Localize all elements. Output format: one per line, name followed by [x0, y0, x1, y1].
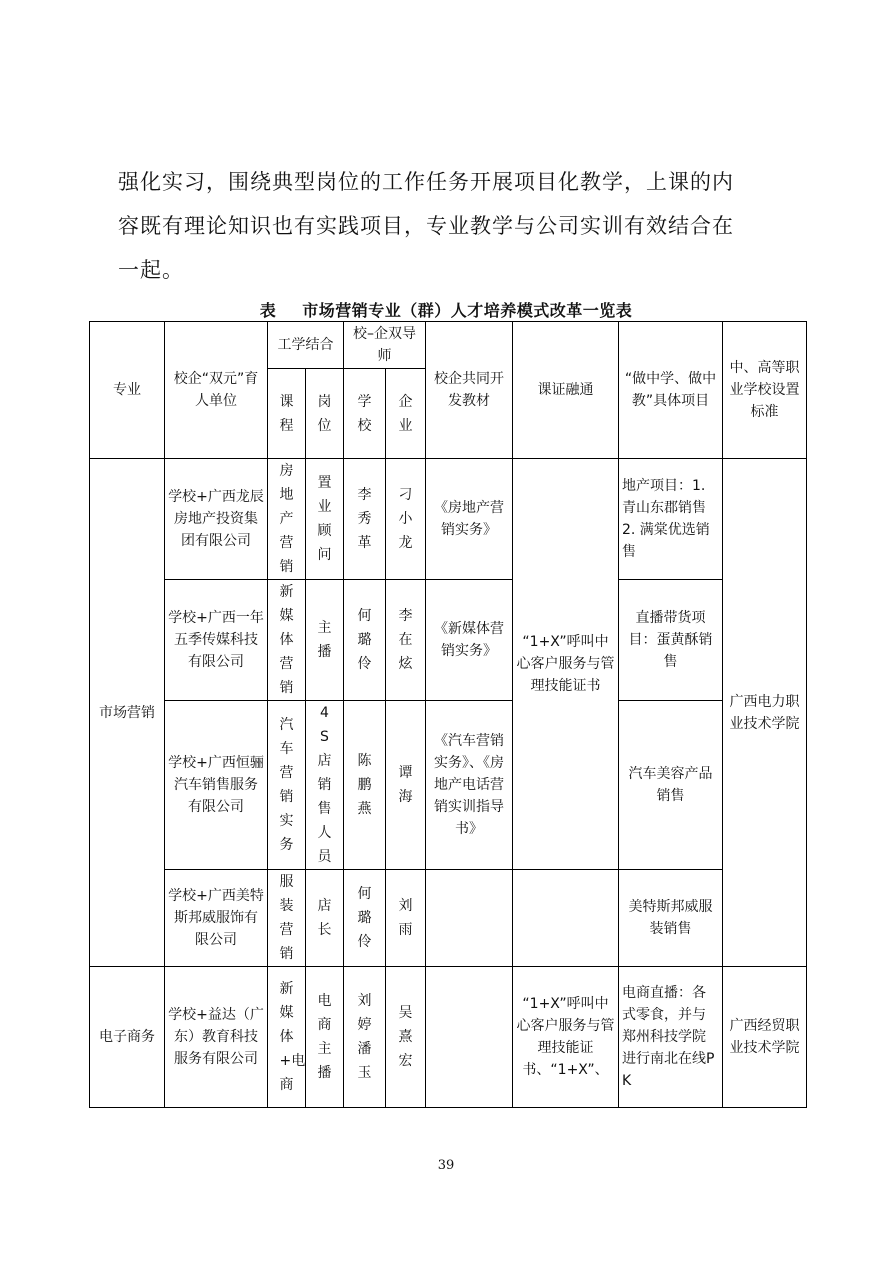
textbook-cell [426, 870, 513, 967]
header-tutors: 校–企双导师 [344, 322, 426, 369]
header-certificate: 课证融通 [513, 322, 619, 459]
post-cell: 4S店销售人员 [306, 701, 344, 870]
school-tutor-cell: 何璐伶 [344, 870, 386, 967]
school-tutor-cell: 刘婷 潘玉 [344, 967, 386, 1108]
standard-cell: 广西电力职业技术学院 [723, 459, 807, 967]
school-tutor-cell: 李秀革 [344, 459, 386, 580]
textbook-cell [426, 967, 513, 1108]
project-cell: 直播带货项目：蛋黄酥销售 [619, 580, 723, 701]
course-cell: 房地产营销 [268, 459, 306, 580]
table-row [90, 580, 807, 701]
major-cell: 市场营销 [90, 459, 165, 967]
body-paragraph [118, 160, 782, 292]
textbook-cell: 《新媒体营销实务》 [426, 580, 513, 701]
table-row [90, 967, 807, 1108]
header-work-study: 工学结合 [268, 322, 344, 369]
certificate-cell: “1+X”呼叫中心客户服务与管理技能证书 [513, 459, 619, 870]
post-cell: 店长 [306, 870, 344, 967]
paragraph-line-2: 容既有理论知识也有实践项目，专业教学与公司实训有效结合在 [118, 214, 734, 238]
project-cell: 美特斯邦威服装销售 [619, 870, 723, 967]
paragraph-line-3: 一起。 [118, 258, 184, 282]
reform-table [89, 321, 807, 1108]
header-unit: 校企“双元”育人单位 [165, 322, 268, 459]
course-cell: 汽车营销实务 [268, 701, 306, 870]
school-tutor-cell: 陈鹏燕 [344, 701, 386, 870]
certificate-cell [513, 870, 619, 967]
header-enterprise: 企业 [386, 369, 426, 459]
course-cell: 服装营销 [268, 870, 306, 967]
table-caption [0, 298, 892, 321]
project-cell: 电商直播：各式零食，并与郑州科技学院进行南北在线PK [619, 967, 723, 1108]
page-number: 39 [437, 1158, 455, 1173]
header-post: 岗位 [306, 369, 344, 459]
paragraph-line-1: 强化实习，围绕典型岗位的工作任务开展项目化教学，上课的内 [118, 170, 734, 194]
post-cell: 主播 [306, 580, 344, 701]
unit-cell: 学校+广西美特斯邦威服饰有限公司 [165, 870, 268, 967]
header-course: 课程 [268, 369, 306, 459]
textbook-cell: 《汽车营销实务》、《房地产电话营销实训指导书》 [426, 701, 513, 870]
post-cell: 电商主播 [306, 967, 344, 1108]
header-standard: 中、高等职业学校设置标准 [723, 322, 807, 459]
header-school: 学校 [344, 369, 386, 459]
enterprise-tutor-cell: 吴熹宏 [386, 967, 426, 1108]
table-row [90, 459, 807, 580]
school-tutor-cell: 何璐伶 [344, 580, 386, 701]
enterprise-tutor-cell: 李在炫 [386, 580, 426, 701]
unit-cell: 学校+广西恒骊汽车销售服务有限公司 [165, 701, 268, 870]
unit-cell: 学校+益达（广东）教育科技服务有限公司 [165, 967, 268, 1108]
header-textbook: 校企共同开发教材 [426, 322, 513, 459]
header-major: 专业 [90, 322, 165, 459]
post-cell: 置业顾问 [306, 459, 344, 580]
caption-prefix: 表 [259, 301, 277, 320]
enterprise-tutor-cell: 刘雨 [386, 870, 426, 967]
unit-cell: 学校+广西龙辰房地产投资集团有限公司 [165, 459, 268, 580]
enterprise-tutor-cell: 刁小龙 [386, 459, 426, 580]
table-row [90, 870, 807, 967]
caption-title: 市场营销专业（群）人才培养模式改革一览表 [302, 301, 633, 320]
certificate-cell: “1+X”呼叫中心客户服务与管理技能证书、“1+X”、 [513, 967, 619, 1108]
course-cell: 新媒体营销 [268, 580, 306, 701]
project-cell: 汽车美容产品销售 [619, 701, 723, 870]
textbook-cell: 《房地产营销实务》 [426, 459, 513, 580]
project-cell: 地产项目：1. 青山东郡销售 2. 满棠优选销售 [619, 459, 723, 580]
table-row [90, 701, 807, 870]
enterprise-tutor-cell: 谭海 [386, 701, 426, 870]
course-cell: 新媒体+电商 [268, 967, 306, 1108]
unit-cell: 学校+广西一年五季传媒科技有限公司 [165, 580, 268, 701]
standard-cell: 广西经贸职业技术学院 [723, 967, 807, 1108]
header-projects: “做中学、做中教”具体项目 [619, 322, 723, 459]
major-cell: 电子商务 [90, 967, 165, 1108]
